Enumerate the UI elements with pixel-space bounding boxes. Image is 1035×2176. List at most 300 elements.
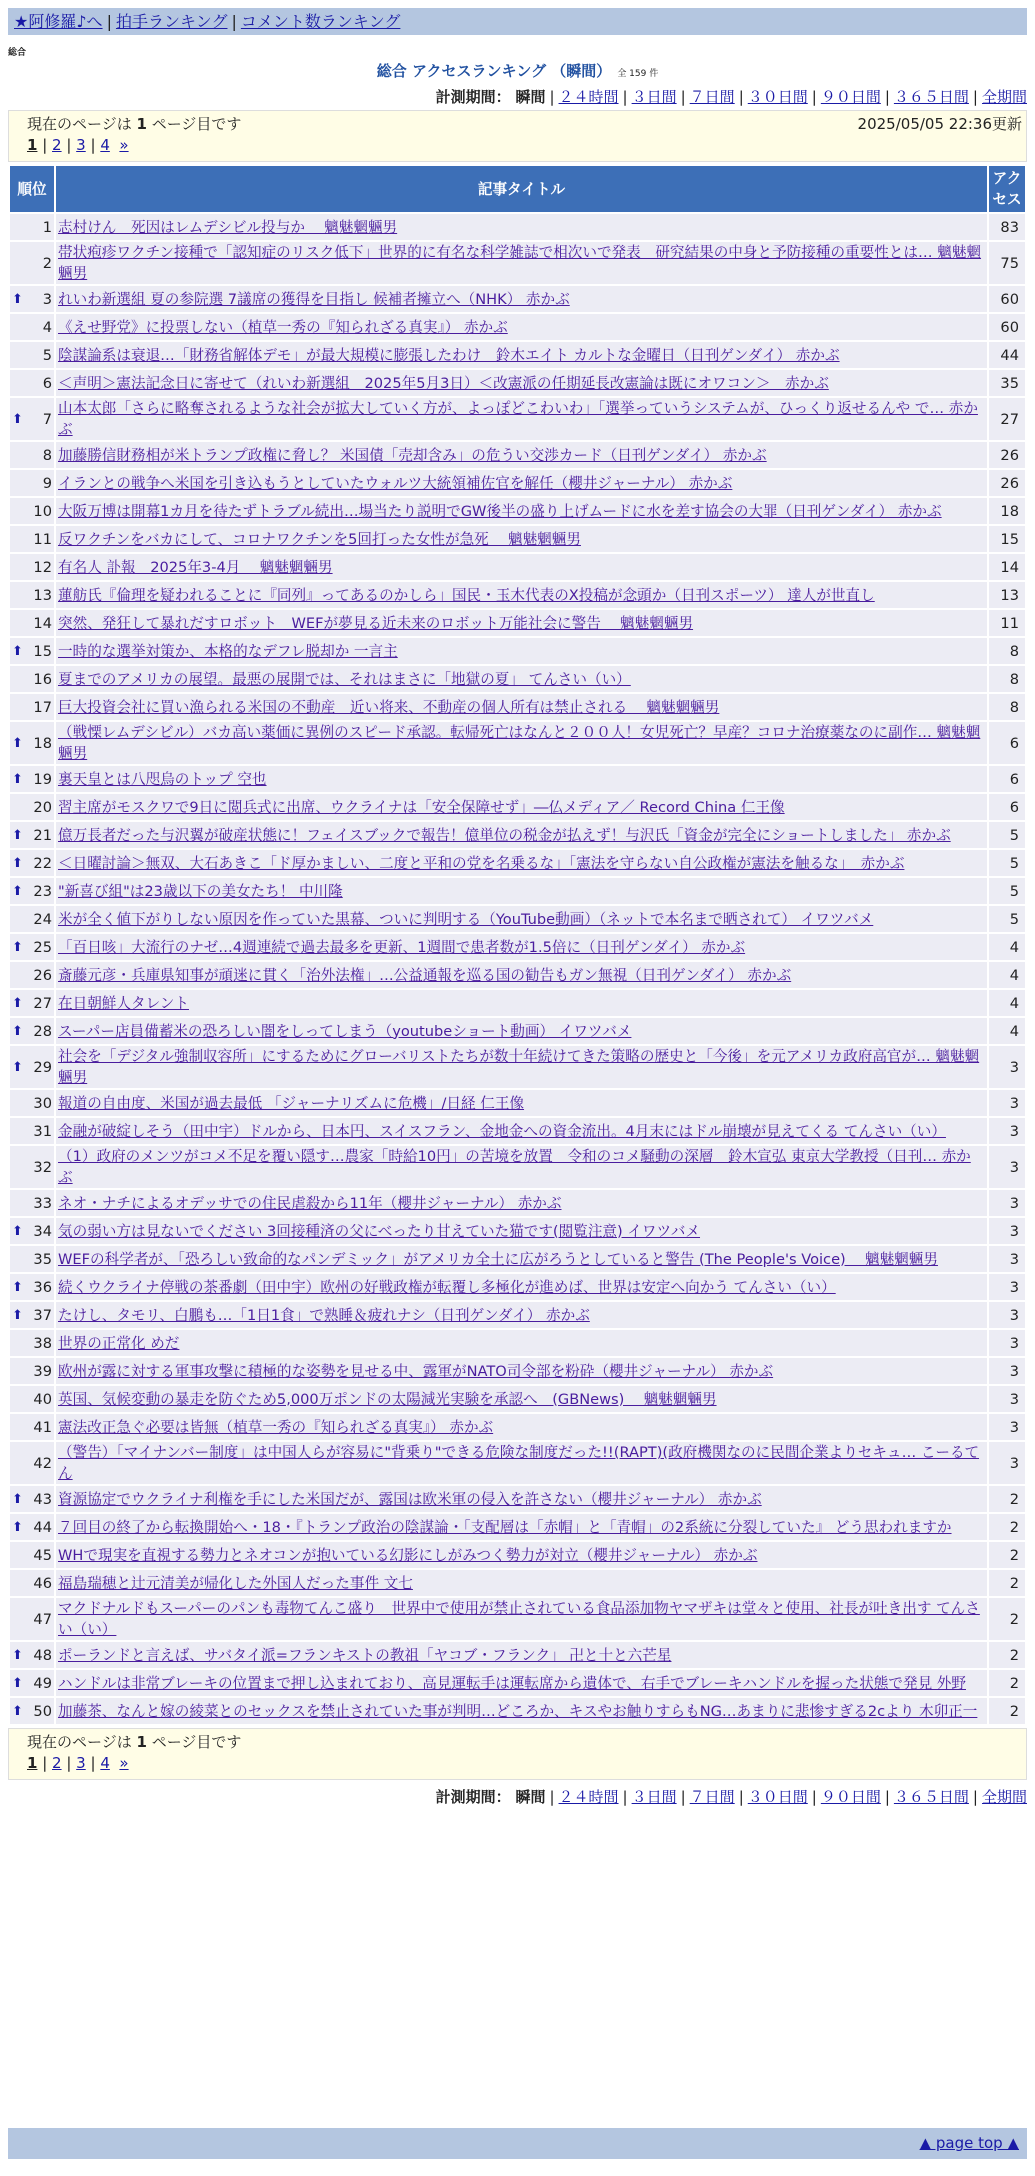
- title-cell: [56, 1330, 987, 1356]
- article-title-link[interactable]: （警告）「マイナンバー制度」は中国人らが容易に"背乗り"できる危険な制度だった!!(RAPT)(政府機関なのに民間企業よりセキュ… こーるてん: [58, 1444, 980, 1482]
- table-row: [10, 1514, 1025, 1540]
- rank-cell: [10, 666, 54, 692]
- access-count-cell: 6: [989, 722, 1025, 764]
- rank-number: 37: [33, 1306, 52, 1324]
- rank-number: 18: [33, 734, 52, 752]
- rank-number: 30: [33, 1094, 52, 1112]
- rank-cell: [10, 822, 54, 848]
- access-count-cell: 3: [989, 1190, 1025, 1216]
- access-count-cell: 8: [989, 666, 1025, 692]
- article-title-link[interactable]: 突然、発狂して暴れだすロボット WEFが夢見る近未来のロボット万能社会に警告 魑魅魍魎男: [58, 614, 694, 632]
- pager-bottom: 1 | 2 | 3 | 4 »: [27, 1754, 129, 1772]
- home-link[interactable]: ★阿修羅♪へ: [14, 12, 103, 31]
- table-row: [10, 1118, 1025, 1144]
- title-cell: [56, 1698, 987, 1724]
- rank-number: 12: [33, 558, 52, 576]
- up-arrow-icon: ⬆: [12, 771, 23, 787]
- title-cell: [56, 990, 987, 1016]
- access-count-cell: 4: [989, 962, 1025, 988]
- rank-number: 46: [33, 1574, 52, 1592]
- title-cell: [56, 1442, 987, 1484]
- up-arrow-icon: ⬆: [12, 995, 23, 1011]
- table-row: [10, 342, 1025, 368]
- access-count-cell: 2: [989, 1486, 1025, 1512]
- title-cell: [56, 1018, 987, 1044]
- rank-number: 6: [42, 374, 52, 392]
- access-column-header: アクセス: [989, 166, 1025, 212]
- access-count-cell: 3: [989, 1414, 1025, 1440]
- rank-cell: [10, 398, 54, 440]
- title-cell: [56, 554, 987, 580]
- table-row: [10, 906, 1025, 932]
- up-arrow-icon: ⬆: [12, 1279, 23, 1295]
- article-title-link[interactable]: 米が全く値下がりしない原因を作っていた黒幕、ついに判明する（YouTube動画）（ネットで本名まで晒されて） イワツバメ: [58, 910, 874, 928]
- table-row: [10, 822, 1025, 848]
- pager-link[interactable]: 3: [76, 136, 86, 154]
- title-cell: [56, 1386, 987, 1412]
- article-title-link[interactable]: ７回目の終了から転換開始へ・18・『トランプ政治の陰謀論・「支配層は「赤帽」と「青帽」の2系統に分裂していた』 どう思われますか: [58, 1518, 952, 1536]
- table-row: [10, 1670, 1025, 1696]
- article-title-link[interactable]: 世界の正常化 めだ: [58, 1334, 180, 1352]
- rank-number: 5: [42, 346, 52, 364]
- section-label: 総合: [8, 48, 27, 58]
- rank-number: 40: [33, 1390, 52, 1408]
- article-title-link[interactable]: 社会を「デジタル強制収容所」にするためにグローバリストたちが数十年続けてきた策略の歴史と「今後」を元アメリカ政府高官が… 魑魅魍魎男: [58, 1048, 980, 1086]
- pager-link[interactable]: 2: [52, 136, 62, 154]
- rank-number: 32: [33, 1158, 52, 1176]
- article-title-link[interactable]: WHで現実を直視する勢力とネオコンが抱いている幻影にしがみつく勢力が対立（櫻井ジャーナル） 赤かぶ: [58, 1546, 758, 1564]
- nav-separator: |: [106, 12, 112, 31]
- access-count-cell: 3: [989, 1118, 1025, 1144]
- title-cell: [56, 962, 987, 988]
- period-all-link[interactable]: 全期間: [981, 88, 1027, 106]
- title-cell: [56, 1514, 987, 1540]
- rank-number: 7: [42, 410, 52, 428]
- table-row: [10, 722, 1025, 764]
- rank-number: 20: [33, 798, 52, 816]
- table-row: [10, 1018, 1025, 1044]
- table-row: [10, 1146, 1025, 1188]
- rank-cell: [10, 242, 54, 284]
- period-selector-top: 計測期間： 瞬間 | ２４時間 | ３日間 | ７日間 | ３０日間 | ９０日間 | ３６５日間 | 全期間: [435, 88, 1027, 106]
- access-count-cell: 5: [989, 878, 1025, 904]
- article-title-link[interactable]: （戦慄レムデシビル）バカ高い薬価に異例のスピード承認。転帰死亡はなんと２００人！女児死亡？早産？コロナ治療薬なのに副作… 魑魅魍魎男: [58, 724, 981, 762]
- article-title-link[interactable]: 加藤勝信財務相が米トランプ政権に脅し？ 米国債「売却含み」の危うい交渉カード（日刊ゲンダイ） 赤かぶ: [58, 446, 767, 464]
- pager-next-link[interactable]: »: [119, 136, 129, 154]
- table-row: [10, 554, 1025, 580]
- rank-number: 35: [33, 1250, 52, 1268]
- rank-cell: [10, 1642, 54, 1668]
- period-label: 計測期間：: [435, 88, 511, 106]
- bottom-bar: [8, 2128, 1027, 2159]
- table-row: [10, 370, 1025, 396]
- article-title-link[interactable]: 「百日咳」大流行のナゼ…4週連続で過去最多を更新、1週間で患者数が1.5倍に（日刊ゲンダイ） 赤かぶ: [58, 938, 746, 956]
- article-title-link[interactable]: 加藤茶、なんと嫁の綾菜とのセックスを禁止されていた事が判明…どころか、キスやお触りすらもNG…あまりに悲惨すぎる2cより 木卯正一: [58, 1702, 978, 1720]
- article-title-link[interactable]: 志村けん 死因はレムデシビル投与か 魑魅魍魎男: [58, 218, 398, 236]
- up-arrow-icon: ⬆: [12, 827, 23, 843]
- rank-cell: [10, 554, 54, 580]
- ranking-title: 総合 アクセスランキング （瞬間）: [376, 62, 612, 80]
- access-count-cell: 3: [989, 1218, 1025, 1244]
- rank-number: 47: [33, 1610, 52, 1628]
- rank-column-header: 順位: [10, 166, 54, 212]
- access-count-cell: 44: [989, 342, 1025, 368]
- rank-cell: [10, 1514, 54, 1540]
- period-365d-link[interactable]: ３６５日間: [893, 1788, 969, 1806]
- period-selector-bottom: 計測期間： 瞬間 | ２４時間 | ３日間 | ７日間 | ３０日間 | ９０日間 | ３６５日間 | 全期間: [435, 1788, 1027, 1806]
- article-title-link[interactable]: 《えせ野党》に投票しない（植草一秀の『知られざる真実』） 赤かぶ: [58, 318, 508, 336]
- access-count-cell: 83: [989, 214, 1025, 240]
- up-arrow-icon: ⬆: [12, 1059, 23, 1075]
- title-cell: [56, 214, 987, 240]
- rank-number: 13: [33, 586, 52, 604]
- rank-cell: [10, 370, 54, 396]
- title-cell: [56, 1274, 987, 1300]
- table-row: [10, 498, 1025, 524]
- period-365d-link[interactable]: ３６５日間: [893, 88, 969, 106]
- rank-cell: [10, 1542, 54, 1568]
- rank-number: 9: [42, 474, 52, 492]
- table-row: [10, 1570, 1025, 1596]
- title-cell: [56, 694, 987, 720]
- title-cell: [56, 242, 987, 284]
- title-cell: [56, 1146, 987, 1188]
- rank-number: 26: [33, 966, 52, 984]
- access-count-cell: 60: [989, 314, 1025, 340]
- rank-cell: [10, 214, 54, 240]
- access-count-cell: 60: [989, 286, 1025, 312]
- article-title-link[interactable]: 一時的な選挙対策か、本格的なデフレ脱却か 一言主: [58, 642, 398, 660]
- access-count-cell: 5: [989, 822, 1025, 848]
- rank-cell: [10, 962, 54, 988]
- table-row: [10, 962, 1025, 988]
- access-count-cell: 75: [989, 242, 1025, 284]
- access-count-cell: 2: [989, 1570, 1025, 1596]
- table-row: [10, 766, 1025, 792]
- access-count-cell: 18: [989, 498, 1025, 524]
- article-title-link[interactable]: 有名人 訃報 2025年3-4月 魑魅魍魎男: [58, 558, 333, 576]
- access-count-cell: 11: [989, 610, 1025, 636]
- top-nav-bar: [8, 8, 1027, 35]
- rank-number: 25: [33, 938, 52, 956]
- table-row: [10, 470, 1025, 496]
- title-cell: [56, 722, 987, 764]
- access-count-cell: 2: [989, 1598, 1025, 1640]
- pager-link[interactable]: 4: [100, 136, 110, 154]
- article-title-link[interactable]: マクドナルドもスーパーのパンも毒物てんこ盛り 世界中で使用が禁止されている食品添加物ヤマザキは堂々と使用、社長が吐き出す てんさい（い）: [58, 1600, 980, 1638]
- rank-number: 21: [33, 826, 52, 844]
- table-row: [10, 1046, 1025, 1088]
- article-title-link[interactable]: ＜日曜討論＞無双、大石あきこ「ド厚かましい、二度と平和の党を名乗るな」「憲法を守らない自公政権が憲法を触るな」 赤かぶ: [58, 854, 905, 872]
- page-info-bottom: [8, 1728, 1027, 1780]
- title-cell: [56, 1302, 987, 1328]
- rank-number: 38: [33, 1334, 52, 1352]
- access-count-cell: 8: [989, 694, 1025, 720]
- article-title-link[interactable]: 陰謀論系は衰退…「財務省解体デモ」が最大規模に膨張したわけ 鈴木エイト カルトな金曜日（日刊ゲンダイ） 赤かぶ: [58, 346, 840, 364]
- table-row: [10, 794, 1025, 820]
- article-title-link[interactable]: ポーランドと言えば、サバタイ派=フランキストの教祖「ヤコブ・フランク」 卍と十と六芒星: [58, 1646, 672, 1664]
- pager-link[interactable]: 3: [76, 1754, 86, 1772]
- title-cell: [56, 1598, 987, 1640]
- access-count-cell: 3: [989, 1090, 1025, 1116]
- up-arrow-icon: ⬆: [12, 411, 23, 427]
- table-row: [10, 1090, 1025, 1116]
- rank-cell: [10, 1118, 54, 1144]
- access-count-cell: 3: [989, 1146, 1025, 1188]
- period-24h-link[interactable]: ２４時間: [558, 88, 619, 106]
- rank-cell: [10, 934, 54, 960]
- ranking-count: 全 159 件: [617, 69, 659, 79]
- article-title-link[interactable]: 気の弱い方は見ないでください 3回接種済の父にべったり甘えていた猫です(閲覧注意) イワツバメ: [58, 1222, 701, 1240]
- access-count-cell: 26: [989, 442, 1025, 468]
- title-cell: [56, 666, 987, 692]
- access-count-cell: 2: [989, 1514, 1025, 1540]
- article-title-link[interactable]: 斎藤元彦・兵庫県知事が頑迷に貫く「治外法権」…公益通報を巡る国の勧告もガン無視（日刊ゲンダイ） 赤かぶ: [58, 966, 792, 984]
- access-count-cell: 27: [989, 398, 1025, 440]
- title-cell: [56, 398, 987, 440]
- rank-number: 48: [33, 1646, 52, 1664]
- article-title-link[interactable]: れいわ新選組 夏の参院選 7議席の獲得を目指し 候補者擁立へ（NHK） 赤かぶ: [58, 290, 570, 308]
- article-title-link[interactable]: （1）政府のメンツがコメ不足を覆い隠す…農家「時給10円」の苦境を放置 令和のコメ騒動の深層 鈴木宣弘 東京大学教授（日刊… 赤かぶ: [58, 1148, 971, 1186]
- article-title-link[interactable]: 福島瑞穂と辻元清美が帰化した外国人だった事件 文七: [58, 1574, 413, 1592]
- rank-cell: [10, 442, 54, 468]
- access-count-cell: 2: [989, 1642, 1025, 1668]
- page-info-top: [8, 110, 1027, 162]
- article-title-link[interactable]: たけし、タモリ、白鵬も…「1日1食」で熟睡＆疲れナシ（日刊ゲンダイ） 赤かぶ: [58, 1306, 590, 1324]
- rank-cell: [10, 1246, 54, 1272]
- article-title-link[interactable]: WEFの科学者が、「恐ろしい致命的なパンデミック」がアメリカ全土に広がろうとしていると警告 (The People's Voice) 魑魅魍魎男: [58, 1250, 938, 1268]
- up-arrow-icon: ⬆: [12, 1491, 23, 1507]
- rank-number: 49: [33, 1674, 52, 1692]
- rank-number: 31: [33, 1122, 52, 1140]
- access-count-cell: 2: [989, 1698, 1025, 1724]
- article-title-link[interactable]: スーパー店員備蓄米の恐ろしい闇をしってしまう（youtubeショート動画） イワツバメ: [58, 1022, 632, 1040]
- clap-ranking-link[interactable]: 拍手ランキング: [115, 12, 228, 31]
- title-cell: [56, 1118, 987, 1144]
- period-3d-link[interactable]: ３日間: [631, 1788, 677, 1806]
- access-count-cell: 2: [989, 1542, 1025, 1568]
- title-cell: [56, 1246, 987, 1272]
- table-row: [10, 1358, 1025, 1384]
- rank-cell: [10, 1414, 54, 1440]
- ranking-table-body: [10, 214, 1025, 1724]
- nav-separator: |: [231, 12, 237, 31]
- article-title-link[interactable]: 裏天皇とは八咫烏のトップ 空也: [58, 770, 267, 788]
- rank-cell: [10, 1146, 54, 1188]
- ranking-heading: [0, 60, 1035, 81]
- table-row: [10, 1330, 1025, 1356]
- rank-number: 44: [33, 1518, 52, 1536]
- period-all-link[interactable]: 全期間: [981, 1788, 1027, 1806]
- rank-cell: [10, 1670, 54, 1696]
- up-arrow-icon: ⬆: [12, 855, 23, 871]
- rank-cell: [10, 1302, 54, 1328]
- article-title-link[interactable]: 資源協定でウクライナ利権を手にした米国だが、露国は欧米軍の侵入を許さない（櫻井ジャーナル） 赤かぶ: [58, 1490, 762, 1508]
- table-row: [10, 1698, 1025, 1724]
- article-title-link[interactable]: 億万長者だった与沢翼が破産状態に！フェイスブックで報告！億単位の税金が払えず！与沢氏「資金が完全にショートしました」 赤かぶ: [58, 826, 951, 844]
- article-title-link[interactable]: 反ワクチンをバカにして、コロナワクチンを5回打った女性が急死 魑魅魍魎男: [58, 530, 581, 548]
- rank-number: 24: [33, 910, 52, 928]
- article-title-link[interactable]: 憲法改正急ぐ必要は皆無（植草一秀の『知られざる真実』） 赤かぶ: [58, 1418, 494, 1436]
- article-title-link[interactable]: 英国、気候変動の暴走を防ぐため5,000万ポンドの太陽減光実験を承認へ (GBNews) 魑魅魍魎男: [58, 1390, 717, 1408]
- rank-cell: [10, 766, 54, 792]
- title-cell: [56, 1486, 987, 1512]
- ranking-table: [8, 164, 1027, 1726]
- title-cell: [56, 906, 987, 932]
- rank-cell: [10, 1570, 54, 1596]
- title-cell: [56, 526, 987, 552]
- access-count-cell: 35: [989, 370, 1025, 396]
- article-title-link[interactable]: 報道の自由度、米国が過去最低 「ジャーナリズムに危機」/日経 仁王像: [58, 1094, 525, 1112]
- title-cell: [56, 342, 987, 368]
- title-cell: [56, 1358, 987, 1384]
- rank-cell: [10, 582, 54, 608]
- table-row: [10, 214, 1025, 240]
- table-row: [10, 1386, 1025, 1412]
- article-title-link[interactable]: "新喜び組"は23歳以下の美女たち！ 中川隆: [58, 882, 343, 900]
- table-row: [10, 1542, 1025, 1568]
- table-row: [10, 1190, 1025, 1216]
- pager-link[interactable]: 2: [52, 1754, 62, 1772]
- title-cell: [56, 1670, 987, 1696]
- updated-timestamp: 2025/05/05 22:36更新: [857, 115, 1022, 133]
- page-top-link[interactable]: ▲ page top ▲: [919, 2134, 1019, 2152]
- article-title-link[interactable]: 習主席がモスクワで9日に閲兵式に出席、ウクライナは「安全保障せず」―仏メディア／ Record China 仁王像: [58, 798, 785, 816]
- table-row: [10, 1414, 1025, 1440]
- period-90d-link[interactable]: ９０日間: [820, 1788, 881, 1806]
- rank-cell: [10, 1442, 54, 1484]
- up-arrow-icon: ⬆: [12, 1703, 23, 1719]
- rank-number: 15: [33, 642, 52, 660]
- pager-next-link[interactable]: »: [119, 1754, 129, 1772]
- article-title-link[interactable]: 続くウクライナ停戦の茶番劇（田中宇）欧州の好戦政権が転覆し多極化が進めば、世界は安定へ向かう てんさい（い）: [58, 1278, 836, 1296]
- rank-number: 29: [33, 1058, 52, 1076]
- table-header-row: [10, 166, 1025, 212]
- title-cell: [56, 470, 987, 496]
- rank-number: 23: [33, 882, 52, 900]
- title-cell: [56, 1642, 987, 1668]
- title-cell: [56, 1090, 987, 1116]
- rank-cell: [10, 1090, 54, 1116]
- access-count-cell: 4: [989, 990, 1025, 1016]
- rank-number: 39: [33, 1362, 52, 1380]
- rank-cell: [10, 1274, 54, 1300]
- pager-current: 1: [27, 1754, 38, 1772]
- access-count-cell: 4: [989, 934, 1025, 960]
- table-row: [10, 1246, 1025, 1272]
- article-title-link[interactable]: 夏までのアメリカの展望。最悪の展開では、それはまさに「地獄の夏」 てんさい（い）: [58, 670, 631, 688]
- access-count-cell: 3: [989, 1330, 1025, 1356]
- article-title-link[interactable]: ＜声明＞憲法記念日に寄せて（れいわ新選組 2025年5月3日）＜改憲派の任期延長改憲論は既にオワコン＞ 赤かぶ: [58, 374, 829, 392]
- table-row: [10, 694, 1025, 720]
- article-title-link[interactable]: ネオ・ナチによるオデッサでの住民虐殺から11年（櫻井ジャーナル） 赤かぶ: [58, 1194, 562, 1212]
- access-count-cell: 3: [989, 1246, 1025, 1272]
- rank-number: 42: [33, 1454, 52, 1472]
- title-cell: [56, 1542, 987, 1568]
- article-title-link[interactable]: 欧州が露に対する軍事攻撃に積極的な姿勢を見せる中、露軍がNATO司令部を粉砕（櫻井ジャーナル） 赤かぶ: [58, 1362, 774, 1380]
- title-cell: [56, 370, 987, 396]
- access-count-cell: 3: [989, 1274, 1025, 1300]
- table-row: [10, 1642, 1025, 1668]
- rank-number: 34: [33, 1222, 52, 1240]
- rank-cell: [10, 694, 54, 720]
- rank-cell: [10, 1698, 54, 1724]
- article-title-link[interactable]: 金融が破綻しそう（田中宇）ドルから、日本円、スイスフラン、金地金への資金流出。4月末にはドル崩壊が見えてくる てんさい（い）: [58, 1122, 946, 1140]
- table-row: [10, 1302, 1025, 1328]
- rank-number: 45: [33, 1546, 52, 1564]
- access-count-cell: 26: [989, 470, 1025, 496]
- table-row: [10, 1274, 1025, 1300]
- title-column-header: 記事タイトル: [56, 166, 987, 212]
- title-cell: [56, 286, 987, 312]
- title-cell: [56, 638, 987, 664]
- rank-cell: [10, 286, 54, 312]
- access-count-cell: 3: [989, 1046, 1025, 1088]
- current-page-text: 現在のページは 1 ページ目です: [27, 115, 242, 133]
- period-30d-link[interactable]: ３０日間: [747, 1788, 808, 1806]
- up-arrow-icon: ⬆: [12, 291, 23, 307]
- access-count-cell: 14: [989, 554, 1025, 580]
- period-current: 瞬間: [515, 1788, 546, 1806]
- period-7d-link[interactable]: ７日間: [689, 1788, 735, 1806]
- rank-cell: [10, 1598, 54, 1640]
- article-title-link[interactable]: 蓮舫氏『倫理を疑われることに『同列』ってあるのかしら」国民・玉木代表のX投稿が念頭か（日刊スポーツ） 達人が世直し: [58, 586, 875, 604]
- current-page-text: 現在のページは 1 ページ目です: [27, 1733, 242, 1751]
- article-title-link[interactable]: ハンドルは非常ブレーキの位置まで押し込まれており、高見運転手は運転席から遺体で、右手でブレーキハンドルを握った状態で発見 外野: [58, 1674, 966, 1692]
- period-24h-link[interactable]: ２４時間: [558, 1788, 619, 1806]
- period-90d-link[interactable]: ９０日間: [820, 88, 881, 106]
- title-cell: [56, 934, 987, 960]
- period-7d-link[interactable]: ７日間: [689, 88, 735, 106]
- comment-ranking-link[interactable]: コメント数ランキング: [240, 12, 401, 31]
- rank-number: 4: [42, 318, 52, 336]
- rank-cell: [10, 1218, 54, 1244]
- table-row: [10, 934, 1025, 960]
- rank-cell: [10, 1190, 54, 1216]
- article-title-link[interactable]: 大阪万博は開幕1カ月を待たずトラブル続出…場当たり説明でGW後半の盛り上げムードに水を差す協会の大罪（日刊ゲンダイ） 赤かぶ: [58, 502, 942, 520]
- rank-number: 22: [33, 854, 52, 872]
- article-title-link[interactable]: 巨大投資会社に買い漁られる米国の不動産 近い将来、不動産の個人所有は禁止される 魑魅魍魎男: [58, 698, 720, 716]
- period-30d-link[interactable]: ３０日間: [747, 88, 808, 106]
- title-cell: [56, 1190, 987, 1216]
- rank-number: 8: [42, 446, 52, 464]
- table-row: [10, 442, 1025, 468]
- title-cell: [56, 314, 987, 340]
- rank-cell: [10, 906, 54, 932]
- table-row: [10, 242, 1025, 284]
- rank-number: 10: [33, 502, 52, 520]
- up-arrow-icon: ⬆: [12, 939, 23, 955]
- access-count-cell: 3: [989, 1302, 1025, 1328]
- rank-cell: [10, 794, 54, 820]
- table-row: [10, 526, 1025, 552]
- access-count-cell: 4: [989, 1018, 1025, 1044]
- up-arrow-icon: ⬆: [12, 883, 23, 899]
- article-title-link[interactable]: 山本太郎「さらに略奪されるような社会が拡大していく方が、よっぽどこわいわ」「選挙っていうシステムが、ひっくり返せるんや で… 赤かぶ: [58, 400, 978, 438]
- rank-number: 1: [42, 218, 52, 236]
- article-title-link[interactable]: 帯状疱疹ワクチン接種で「認知症のリスク低下」世界的に有名な科学雑誌で相次いで発表 研究結果の中身と予防接種の重要性とは… 魑魅魍魎男: [58, 244, 982, 282]
- article-title-link[interactable]: イランとの戦争へ米国を引き込もうとしていたウォルツ大統領補佐官を解任（櫻井ジャーナル） 赤かぶ: [58, 474, 733, 492]
- rank-number: 17: [33, 698, 52, 716]
- up-arrow-icon: ⬆: [12, 735, 23, 751]
- up-arrow-icon: ⬆: [12, 1223, 23, 1239]
- pager-link[interactable]: 4: [100, 1754, 110, 1772]
- article-title-link[interactable]: 在日朝鮮人タレント: [58, 994, 189, 1012]
- period-3d-link[interactable]: ３日間: [631, 88, 677, 106]
- rank-cell: [10, 526, 54, 552]
- title-cell: [56, 442, 987, 468]
- title-cell: [56, 498, 987, 524]
